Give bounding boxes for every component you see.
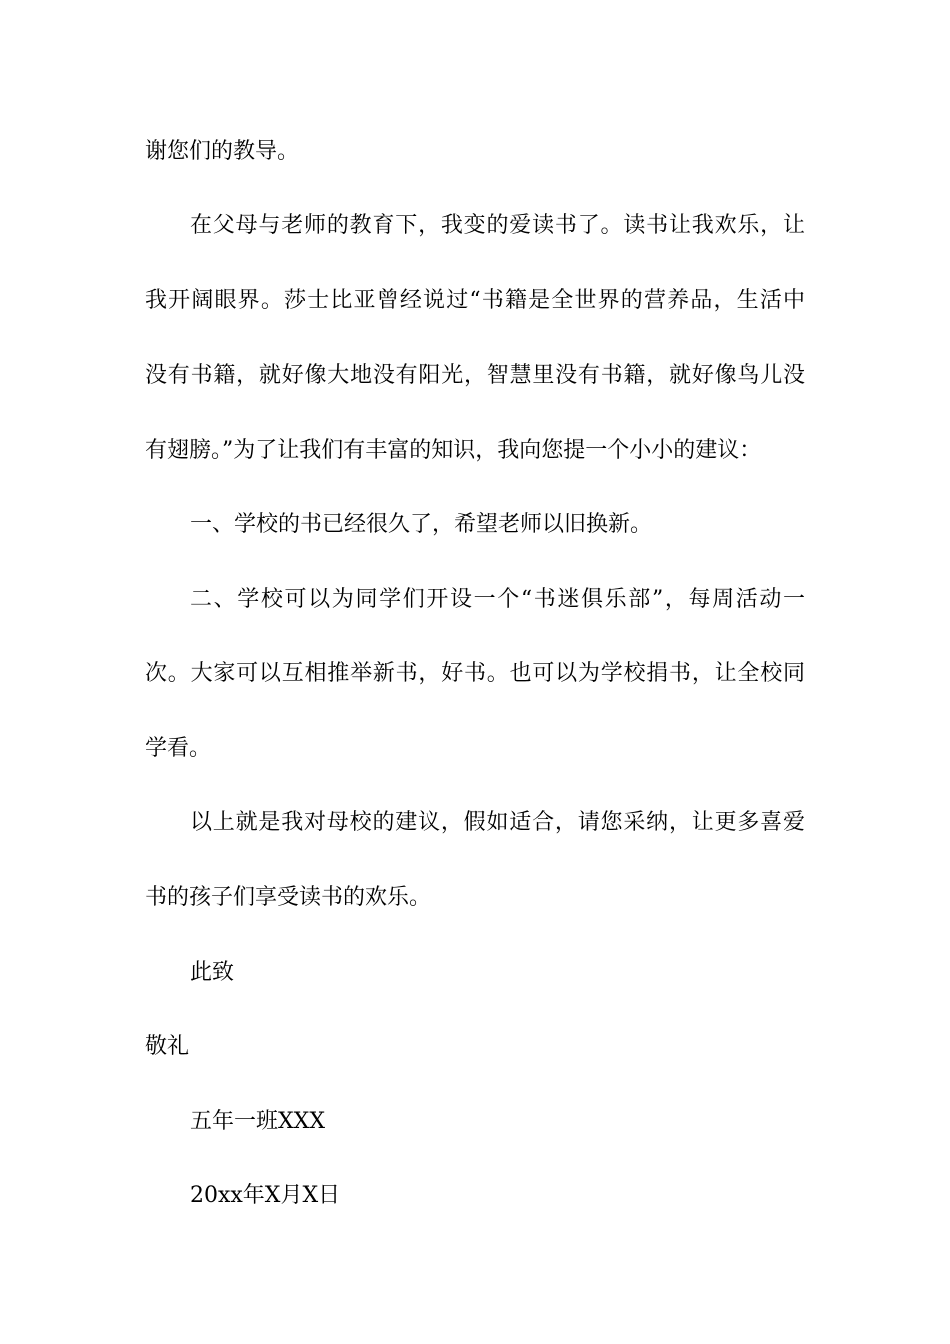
text-line-10: 以上就是我对母校的建议，假如适合，请您采纳，让更多喜爱 — [190, 810, 805, 835]
text-line-7: 二、学校可以为同学们开设一个“书迷俱乐部”，每周活动一 — [190, 587, 805, 612]
text-line-11: 书的孩子们享受读书的欢乐。 — [145, 885, 432, 910]
text-line-8: 次。大家可以互相推举新书，好书。也可以为学校捐书，让全校同 — [145, 661, 805, 686]
signature-date: 20xx年X月X日 — [190, 1183, 341, 1208]
text-line-4: 没有书籍，就好像大地没有阳光，智慧里没有书籍，就好像鸟儿没 — [145, 363, 805, 388]
signature-name: 五年一班XXX — [190, 1109, 325, 1134]
closing-regards: 敬礼 — [145, 1034, 190, 1059]
text-line-2: 在父母与老师的教育下，我变的爱读书了。读书让我欢乐，让 — [190, 213, 805, 238]
text-line-5: 有翅膀。”为了让我们有丰富的知识，我向您提一个小小的建议： — [145, 438, 762, 463]
text-line-9: 学看。 — [145, 736, 212, 761]
text-line-1: 谢您们的教导。 — [145, 139, 300, 164]
text-line-3: 我开阔眼界。莎士比亚曾经说过“书籍是全世界的营养品，生活中 — [145, 288, 805, 313]
closing-salutation: 此致 — [190, 960, 235, 985]
text-line-6: 一、学校的书已经很久了，希望老师以旧换新。 — [190, 512, 653, 537]
